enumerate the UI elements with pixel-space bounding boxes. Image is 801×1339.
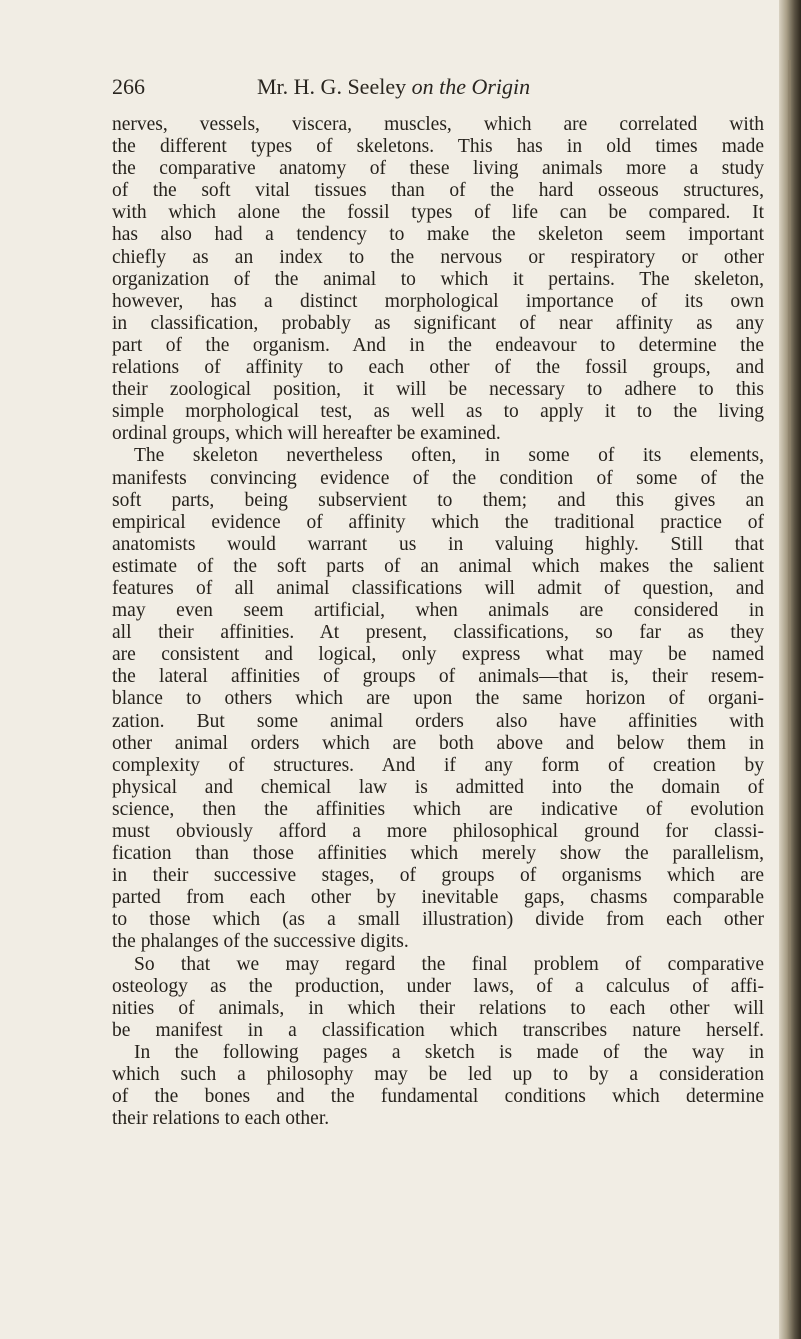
text-line: the different types of skeletons. This has in old times made [112,136,764,158]
page-header [112,74,758,104]
text-line: relations of affinity to each other of the fossil groups, and [112,357,764,379]
text-line: empirical evidence of affinity which the traditional practice of [112,511,764,533]
text-line: ordinal groups, which will hereafter be examined. [112,423,501,445]
running-head-title: on the Origin [411,74,531,99]
text-line: to those which (as a small illustration) divide from each other [112,909,764,931]
text-line: be manifest in a classification which transcribes nature herself. [112,1019,764,1041]
text-line: complexity of structures. And if any form of creation by [112,754,764,776]
text-line: features of all animal classifications will admit of question, and [112,577,764,599]
text-line: all their affinities. At present, classifications, so far as they [112,622,764,644]
page-edge-line [788,60,791,1300]
page-number: 266 [112,74,145,99]
text-line: manifests convincing evidence of the condition of some of the [112,467,764,489]
text-line: estimate of the soft parts of an animal which makes the salient [112,555,764,577]
text-line: anatomists would warrant us in valuing highly. Still that [112,533,764,555]
text-line: must obviously afford a more philosophical ground for classi- [112,821,764,842]
text-line: in classification, probably as significant of near affinity as any [112,312,764,334]
text-line: the lateral affinities of groups of animals—that is, their resem- [112,666,764,688]
running-head-author: Mr. H. G. Seeley [257,74,412,99]
text-line: the phalanges of the successive digits. [112,931,409,953]
text-line: has also had a tendency to make the skeleton seem important [112,224,764,246]
text-line: nerves, vessels, viscera, muscles, which are correlated with [112,114,764,135]
text-line: osteology as the production, under laws, of a calculus of affi- [112,975,764,997]
text-line: their zoological position, it will be necessary to adhere to this [112,379,764,401]
text-line: physical and chemical law is admitted into the domain of [112,776,764,798]
text-line: science, then the affinities which are indicative of evolution [112,798,764,820]
text-line: in their successive stages, of groups of organisms which are [112,865,764,887]
text-line: part of the organism. And in the endeavour to determine the [112,334,764,356]
text-line: may even seem artificial, when animals are considered in [112,600,764,622]
text-line: of the bones and the fundamental conditions which determine [112,1086,764,1108]
text-line: The skeleton nevertheless often, in some of its elements, [134,445,764,467]
text-line: soft parts, being subservient to them; and this gives an [112,489,764,511]
text-line: In the following pages a sketch is made of the way in [134,1041,764,1063]
text-line: are consistent and logical, only express what may be named [112,644,764,666]
text-line: simple morphological test, as well as to apply it to the living [112,401,764,423]
text-line: So that we may regard the final problem of comparative [134,953,764,975]
running-head [257,74,530,100]
text-line: the comparative anatomy of these living animals more a study [112,158,764,180]
text-line: organization of the animal to which it pertains. The skeleton, [112,268,764,290]
body-text [112,114,764,1130]
text-line: fication than those affinities which merely show the parallelism, [112,843,764,865]
text-line: nities of animals, in which their relations to each other will [112,997,764,1019]
text-line: zation. But some animal orders also have affinities with [112,710,764,732]
text-line: other animal orders which are both above and below them in [112,732,764,754]
text-line: which such a philosophy may be led up to by a consideration [112,1064,764,1086]
text-line: however, has a distinct morphological importance of its own [112,290,764,312]
text-line: blance to others which are upon the same horizon of organi- [112,688,764,710]
text-line: chiefly as an index to the nervous or respiratory or other [112,246,764,268]
text-line: parted from each other by inevitable gaps, chasms comparable [112,887,764,909]
text-line: of the soft vital tissues than of the hard osseous structures, [112,180,764,202]
text-line: their relations to each other. [112,1108,330,1130]
text-line: with which alone the fossil types of life can be compared. It [112,202,764,224]
